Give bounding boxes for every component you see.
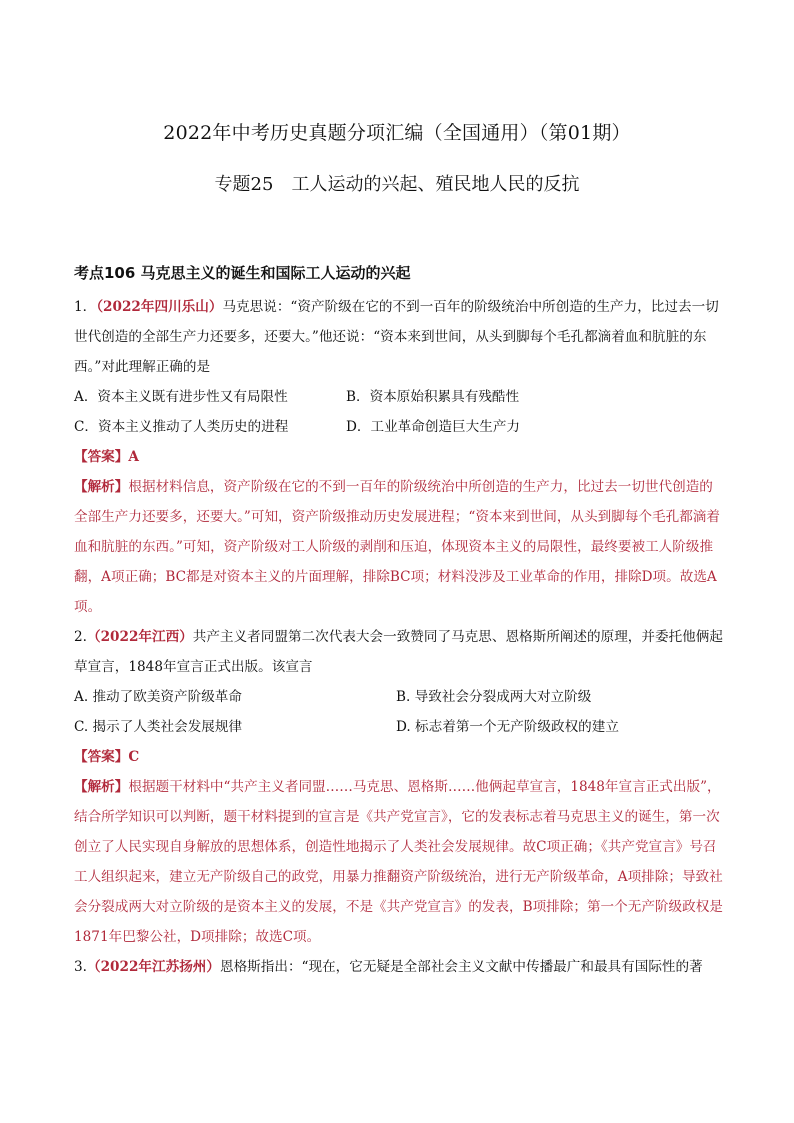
question-number: 1． [74,299,97,315]
answer-line [74,442,724,472]
option-b: B．资本原始积累具有残酷性 [346,389,520,405]
analysis-text: 根据材料信息，资产阶级在它的不到一百年的阶级统治中所创造的生产力，比过去一切世代创造的全部生产力还要多，还要大。”可知，资产阶级推动历史发展进程；“资本来到世间，从头到脚每个毛孔都滴着血和肮脏的东西。”可知，资产阶级对工人阶级的剥削和压迫，体现资本主义的局限性，最终要被工人阶级推翻，A项正确；BC都是对资本主义的片面理解，排除BC项；材料没涉及工业革命的作用，排除D项。故选A项。 [74,479,721,615]
question-text: 马克思说：“资产阶级在它的不到一百年的阶级统治中所创造的生产力，比过去一切世代创造的全部生产力还要多，还要大。”他还说：“资本来到世间，从头到脚每个毛孔都滴着血和肮脏的东西。”对此理解正确的是 [74,299,719,375]
analysis-label: 【解析】 [74,479,129,495]
option-d: D．工业革命创造巨大生产力 [346,419,521,435]
question-source: （2022年四川乐山） [96,299,223,315]
options-list [74,682,724,742]
question-stem [74,622,724,682]
option-c: C. 揭示了人类社会发展规律 [74,719,243,735]
question-3 [74,952,724,982]
analysis-paragraph [74,772,724,952]
question-text: 共产主义者同盟第二次代表大会一致赞同了马克思、恩格斯所阐述的原理，并委托他俩起草宣言，1848年宣言正式出版。该宣言 [74,629,723,675]
analysis-paragraph [74,472,724,622]
document-content [74,258,724,982]
document-subtitle: 专题25 工人运动的兴起、殖民地人民的反抗 [214,174,580,195]
option-c: C．资本主义推动了人类历史的进程 [74,419,289,435]
analysis-text: 根据题干材料中“共产主义者同盟……马克思、恩格斯……他俩起草宣言，1848年宣言正式出版”，结合所学知识可以判断，题干材料提到的宣言是《共产党宣言》，它的发表标志着马克思主义的诞生，第一次创立了人民实现自身解放的思想体系，创造性地揭示了人类社会发展规律。故C项正确；《共产党宣言》号召工人组织起来，建立无产阶级自己的政党，用暴力推翻资产阶级统治，进行无产阶级革命，A项排除；导致社会分裂成两大对立阶级的是资本主义的发展，不是《共产党宣言》的发表，B项排除；第一个无产阶级政权是1871年巴黎公社，D项排除；故选C项。 [74,779,723,945]
option-d: D. 标志着第一个无产阶级政权的建立 [396,719,619,735]
answer-label: 【答案】 [74,449,129,465]
answer-value: A [128,449,139,465]
question-1 [74,292,724,622]
question-number: 2. [74,629,87,645]
question-stem [74,292,724,382]
question-source: （2022年江西） [86,629,193,645]
option-a: A. 推动了欧美资产阶级革命 [74,689,242,705]
question-stem [74,952,724,982]
options-list [74,382,724,442]
question-source: （2022年江苏扬州） [86,959,220,975]
answer-line [74,742,724,772]
question-number: 3. [74,959,87,975]
question-text: 恩格斯指出：“现在，它无疑是全部社会主义文献中传播最广和最具有国际性的著 [219,959,703,975]
section-heading: 考点106 马克思主义的诞生和国际工人运动的兴起 [74,264,411,282]
document-title: 2022年中考历史真题分项汇编（全国通用）（第01期） [163,122,631,144]
analysis-label: 【解析】 [74,779,129,795]
answer-value: C [128,749,140,765]
option-b: B. 导致社会分裂成两大对立阶级 [396,689,592,705]
answer-label: 【答案】 [74,749,129,765]
question-2 [74,622,724,952]
option-a: A．资本主义既有进步性又有局限性 [74,389,288,405]
